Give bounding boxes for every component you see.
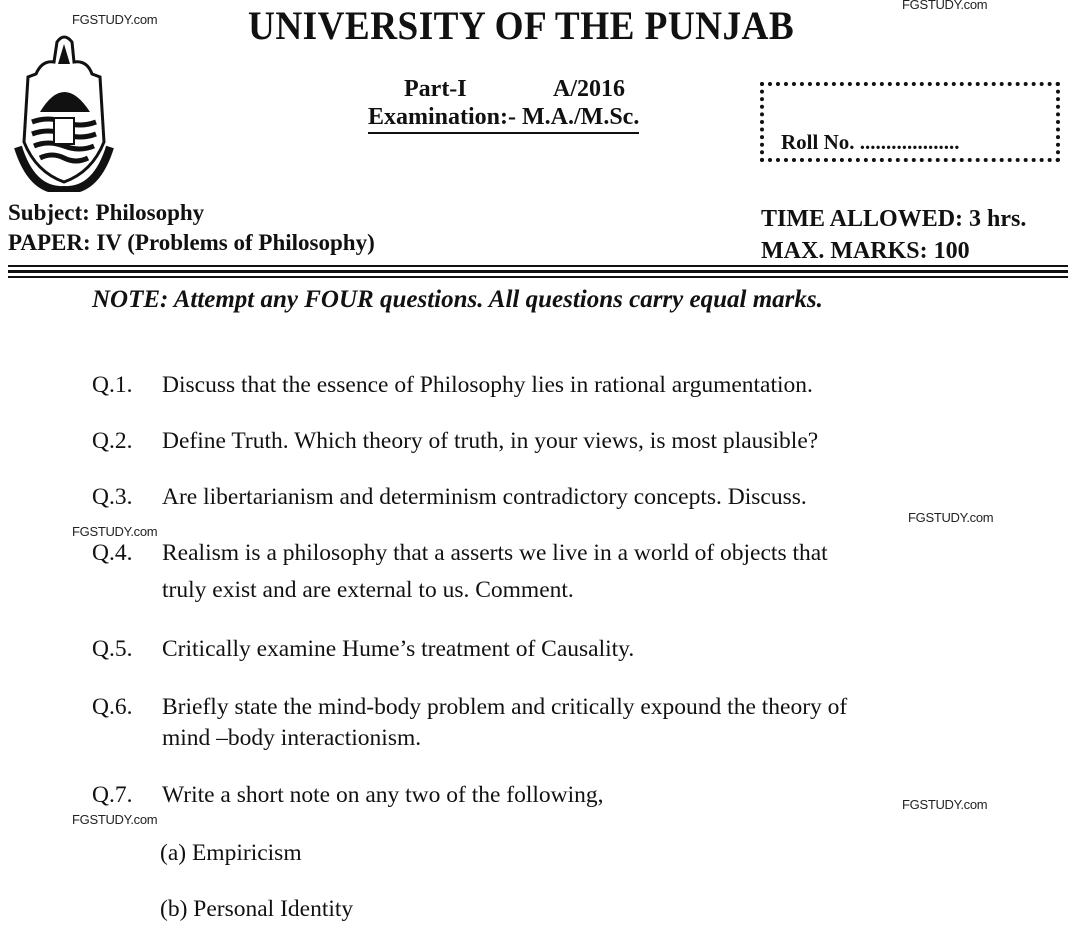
question-number: Q.4. bbox=[92, 540, 133, 566]
question bbox=[0, 782, 1074, 812]
watermark: FGSTUDY.com bbox=[902, 797, 988, 812]
question-number: Q.3. bbox=[92, 484, 133, 510]
watermark: FGSTUDY.com bbox=[72, 812, 158, 827]
question-number: Q.6. bbox=[92, 694, 133, 720]
time-allowed-label: TIME ALLOWED: 3 hrs. bbox=[761, 206, 1027, 232]
part-label: Part-I bbox=[404, 76, 467, 102]
divider bbox=[8, 270, 1068, 273]
question-text: truly exist and are external to us. Comment. bbox=[162, 577, 574, 603]
question bbox=[0, 484, 1074, 514]
max-marks-label: MAX. MARKS: 100 bbox=[761, 238, 970, 264]
question-text: Define Truth. Which theory of truth, in your views, is most plausible? bbox=[162, 428, 819, 454]
question-text: Realism is a philosophy that a asserts we live in a world of objects that bbox=[162, 540, 828, 566]
question bbox=[0, 694, 1074, 758]
question-text: Critically examine Hume’s treatment of Causality. bbox=[162, 636, 635, 662]
session-label: A/2016 bbox=[553, 76, 625, 102]
examination-label: Examination:- M.A./M.Sc. bbox=[368, 104, 639, 134]
university-crest-logo bbox=[12, 32, 117, 192]
question-text: Briefly state the mind-body problem and critically expound the theory of bbox=[162, 694, 848, 720]
watermark: FGSTUDY.com bbox=[908, 510, 994, 525]
question-number: Q.7. bbox=[92, 782, 133, 808]
question bbox=[0, 636, 1074, 666]
question-text: mind –body interactionism. bbox=[162, 725, 422, 751]
question-number: Q.2. bbox=[92, 428, 133, 454]
roll-number-field: Roll No. ................... bbox=[781, 130, 960, 154]
sub-item: (a) Empiricism bbox=[160, 840, 302, 866]
question-number: Q.5. bbox=[92, 636, 133, 662]
watermark: FGSTUDY.com bbox=[72, 12, 158, 27]
paper-label: PAPER: IV (Problems of Philosophy) bbox=[8, 230, 375, 255]
instructions-note: NOTE: Attempt any FOUR questions. All questions carry equal marks. bbox=[92, 286, 823, 313]
divider bbox=[8, 276, 1068, 278]
sub-item: (b) Personal Identity bbox=[160, 896, 354, 922]
watermark: FGSTUDY.com bbox=[72, 524, 158, 539]
question bbox=[0, 372, 1074, 402]
question-number: Q.1. bbox=[92, 372, 133, 398]
question-text: Discuss that the essence of Philosophy lies in rational argumentation. bbox=[162, 372, 813, 398]
question bbox=[0, 540, 1074, 604]
divider bbox=[8, 265, 1068, 267]
watermark: FGSTUDY.com bbox=[902, 0, 988, 12]
question bbox=[0, 428, 1074, 458]
university-title: UNIVERSITY OF THE PUNJAB bbox=[248, 3, 795, 48]
question-text: Write a short note on any two of the following, bbox=[162, 782, 604, 808]
question-text: Are libertarianism and determinism contradictory concepts. Discuss. bbox=[162, 484, 807, 510]
subject-label: Subject: Philosophy bbox=[8, 200, 205, 225]
